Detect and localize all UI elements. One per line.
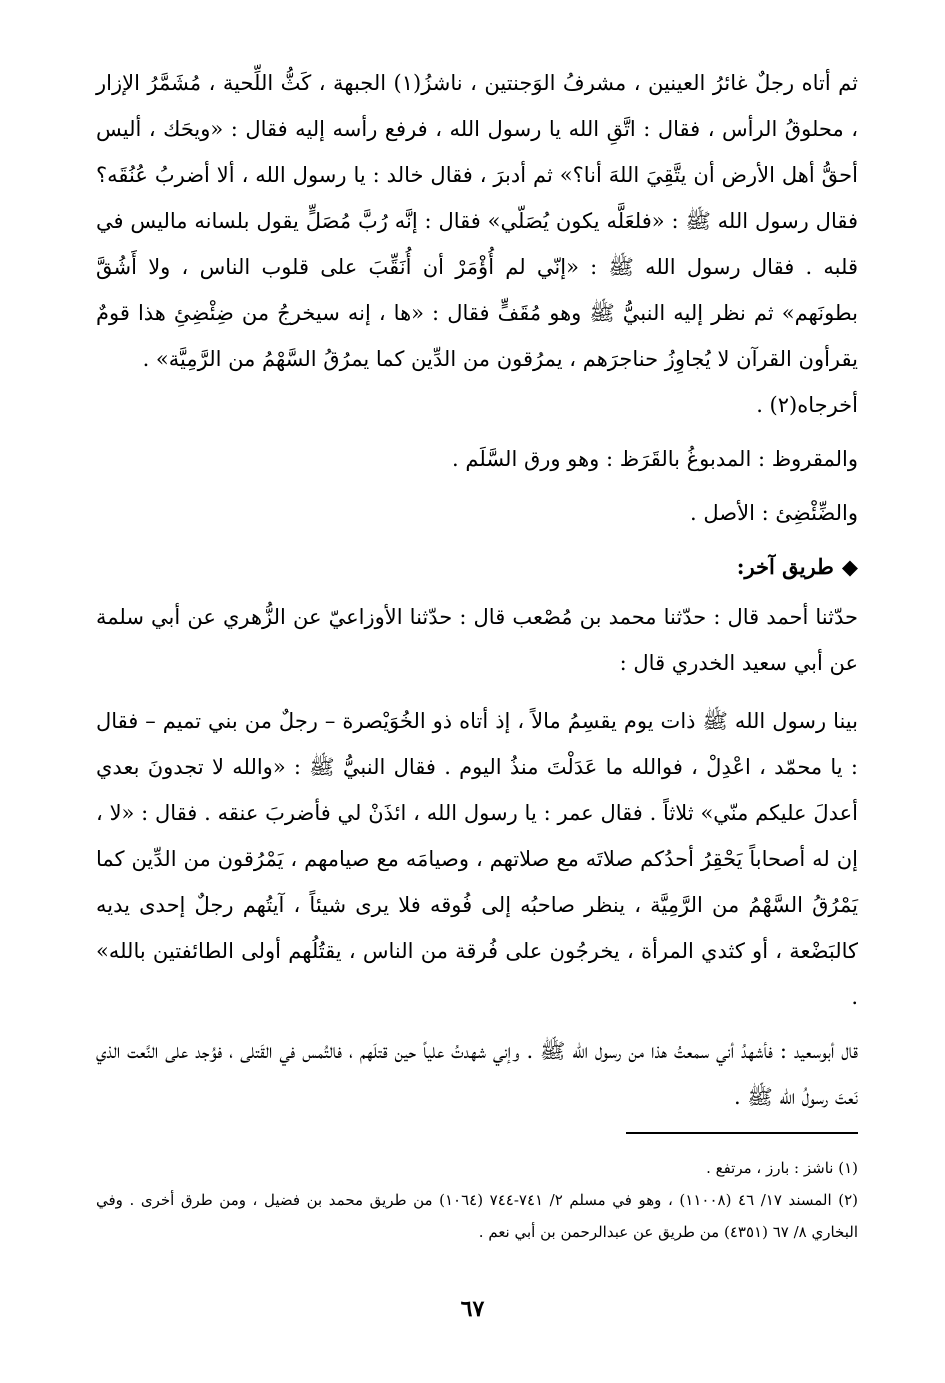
paragraph-abu-said-testimony: قال أبوسعيد : فأشهدُ أني سمعتُ هذا من رسول الله ﷺ . وإني شهدتُ علياً حين قتلَهم ، فالتُمس في القَتلى ، فوُجد على النَّعت الذي نَعتَ رسولُ الله ﷺ . [96, 1039, 858, 1109]
footnote-divider [626, 1132, 858, 1134]
section-heading-text: طريق آخر: [736, 554, 834, 579]
footnote-1: (١) ناشز : بارز ، مرتفع . [706, 1159, 858, 1177]
footnote-2: (٢) المسند ١٧/ ٤٦ (١١٠٠٨) ، وهو في مسلم ٢/ ٧٤١-٧٤٤ (١٠٦٤) من طريق محمد بن فضيل ، ومن طرق أخرى . وفي البخاري ٨/ ٦٧ (٤٣٥١) من طريق عن عبدالرحمن بن أبي نعم . [96, 1191, 859, 1241]
paragraph-isnad: حدّثنا أحمد قال : حدّثنا محمد بن مُصْعب قال : حدّثنا الأوزاعيّ عن الزُّهري عن أبي سلمة عن أبي سعيد الخدري قال : [96, 605, 858, 675]
paragraph-hadith-abu-said: بينا رسول الله ﷺ ذات يوم يقسِمُ مالاً ، إذ أتاه ذو الخُوَيْصرة – رجلٌ من بني تميم – فقال : يا محمّد ، اعْدِلْ ، فوالله ما عَدَلْتَ منذُ اليوم . فقال النبيُّ ﷺ : «والله لا تجدونَ بعدي أعدلَ عليكم منّي» ثلاثاً . فقال عمر : يا رسول الله ، ائذَنْ لي فأضربَ عنقه . فقال : «لا ، إن له أصحاباً يَحْقِرُ أحدُكم صلاتَه مع صلاتهم ، وصيامَه مع صيامهم ، يَمْرُقون من الدِّين كما يَمْرُقُ السَّهْمُ من الرَّمِيَّة ، ينظر صاحبُه إلى فُوقه فلا يرى شيئاً ، آيتُهم رجلٌ إحدى يديه كالبَضْعة ، أو كثدي المرأة ، يخرجُون على فُرقة من الناس ، يقتُلُهم أولى الطائفتين بالله» . [96, 709, 858, 1009]
paragraph-hadith-dhul-khuwaysira: ثم أتاه رجلٌ غائرُ العينين ، مشرفُ الوَجنتين ، ناشزُ(١) الجبهة ، كَثُّ اللِّحية ، مُشَمَّرُ الإزار ، محلوقُ الرأس ، فقال : اتَّقِ الله يا رسول الله ، فرفع رأسه إليه فقال : «ويحَك ، أليس أحقُّ أهل الأرض أن يتَّقِيَ اللهَ أنا؟» ثم أدبرَ ، فقال خالد : يا رسول الله ، ألا أضربُ عُنُقَه؟ فقال رسول الله ﷺ : «فلعَلَّه يكون يُصَلّي» فقال : إنَّه رُبَّ مُصَلٍّ يقول بلسانه ماليس في قلبه . فقال رسول الله ﷺ : «إنّي لم أُؤْمَرْ أن أُنَقِّبَ على قلوب الناس ، ولا أَشُقَّ بطونَهم» ثم نظر إليه النبيُّ ﷺ وهو مُقَفٍّ فقال : «ها ، إنه سيخرجُ من ضِئْضِئِ هذا قومٌ يقرأون القرآن لا يُجاوِزُ حناجرَهم ، يمرُقون من الدِّين كما يمرُقُ السَّهْمُ من الرَّمِيَّة» . [96, 71, 858, 371]
diamond-bullet-icon: ◆ [841, 554, 858, 579]
footnotes [96, 1152, 858, 1248]
main-text [96, 60, 858, 1120]
section-heading [96, 544, 858, 590]
paragraph-gloss-maqruz: والمقروظ : المدبوغُ بالقَرَظ : وهو ورق السَّلَم . [452, 447, 858, 471]
page-number: ٦٧ [460, 1296, 485, 1322]
paragraph-gloss-dhidhi: والضِّئْضِئ : الأصل . [690, 501, 858, 525]
paragraph-takhrij: أخرجاه(٢) . [756, 393, 858, 417]
